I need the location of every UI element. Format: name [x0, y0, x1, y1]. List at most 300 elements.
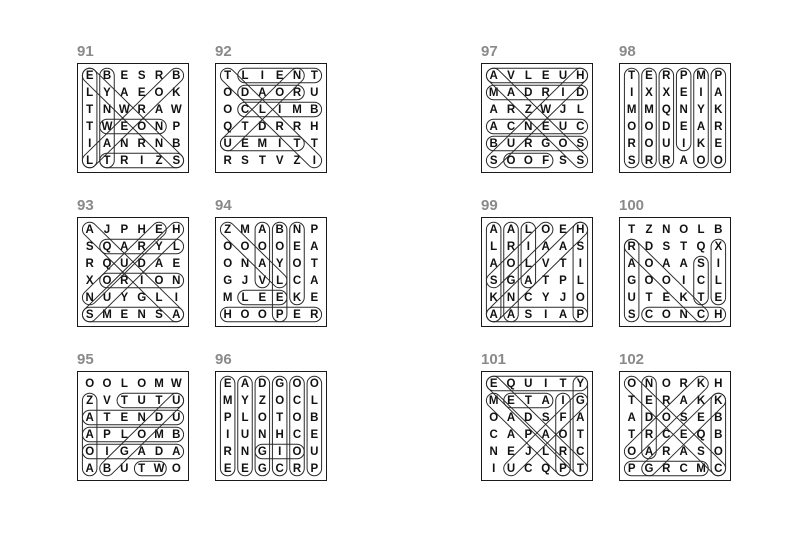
- letter-cell: K: [489, 291, 498, 304]
- letter-cell: Z: [258, 394, 266, 407]
- letter-cell: A: [506, 223, 516, 236]
- letter-cell: G: [506, 274, 516, 287]
- letter-cell: B: [275, 223, 284, 236]
- letter-cell: U: [102, 291, 112, 304]
- letter-cell: N: [137, 411, 146, 424]
- letter-cell: C: [679, 462, 688, 475]
- letter-cell: E: [137, 86, 146, 99]
- letter-cell: O: [661, 411, 671, 424]
- letter-cell: O: [240, 240, 250, 253]
- letter-cell: O: [644, 120, 654, 133]
- letter-cell: S: [627, 154, 636, 167]
- letter-cell: A: [489, 223, 498, 236]
- letter-cell: U: [120, 462, 129, 475]
- letter-cell: B: [172, 428, 181, 441]
- letter-cell: A: [310, 274, 319, 287]
- letter-cell: C: [292, 428, 302, 441]
- letter-cell: F: [542, 154, 550, 167]
- letter-cell: R: [662, 154, 671, 167]
- letter-cell: R: [154, 69, 164, 82]
- letter-cell: R: [223, 154, 232, 167]
- letter-cell: G: [275, 377, 285, 390]
- letter-cell: J: [559, 103, 567, 116]
- letter-cell: S: [697, 257, 705, 270]
- letter-cell: I: [140, 274, 144, 287]
- letter-cell: O: [154, 274, 164, 287]
- letter-cell: A: [258, 223, 267, 236]
- letter-cell: T: [680, 240, 688, 253]
- letter-cell: O: [541, 223, 551, 236]
- letter-cell: S: [489, 274, 498, 287]
- letter-cell: O: [102, 377, 112, 390]
- letter-cell: L: [524, 257, 532, 270]
- letter-cell: E: [310, 291, 319, 304]
- puzzle-number: 92: [215, 43, 232, 60]
- letter-cell: T: [310, 69, 318, 82]
- letter-cell: L: [258, 103, 266, 116]
- letter-cell: N: [644, 377, 654, 390]
- letter-cell: S: [524, 308, 533, 321]
- letter-cell: E: [241, 462, 249, 475]
- letter-cell: I: [578, 257, 582, 270]
- letter-cell: O: [102, 274, 112, 287]
- letter-cell: K: [292, 291, 302, 304]
- letter-cell: T: [86, 103, 94, 116]
- puzzle-number: 101: [481, 351, 507, 368]
- letter-cell: L: [241, 411, 249, 424]
- letter-cell: A: [154, 257, 164, 270]
- letter-cell: D: [524, 411, 533, 424]
- letter-cell: L: [241, 291, 249, 304]
- letter-cell: R: [292, 86, 302, 99]
- letter-cell: Q: [696, 428, 706, 441]
- letter-cell: O: [137, 377, 147, 390]
- letter-cell: P: [576, 308, 585, 321]
- letter-cell: D: [154, 445, 164, 458]
- letter-cell: U: [172, 411, 181, 424]
- letter-cell: G: [257, 445, 267, 458]
- letter-cell: S: [172, 154, 181, 167]
- letter-cell: L: [576, 274, 584, 287]
- letter-cell: E: [223, 377, 232, 390]
- letter-cell: A: [541, 428, 550, 441]
- letter-cell: T: [559, 377, 567, 390]
- letter-cell: A: [240, 377, 250, 390]
- puzzle-number: 95: [77, 351, 94, 368]
- letter-cell: H: [137, 223, 146, 236]
- letter-cell: A: [85, 462, 94, 475]
- letter-grid: [219, 67, 323, 169]
- letter-cell: N: [154, 120, 164, 133]
- letter-cell: N: [137, 308, 146, 321]
- letter-grid: [485, 221, 589, 323]
- letter-cell: Z: [524, 103, 532, 116]
- letter-cell: P: [714, 69, 723, 82]
- letter-cell: L: [524, 69, 532, 82]
- letter-cell: O: [257, 308, 267, 321]
- letter-cell: O: [627, 445, 637, 458]
- letter-cell: I: [88, 137, 92, 150]
- letter-cell: V: [103, 394, 111, 407]
- letter-cell: E: [293, 240, 301, 253]
- letter-cell: O: [644, 274, 654, 287]
- letter-cell: E: [645, 394, 653, 407]
- letter-cell: P: [120, 223, 129, 236]
- letter-cell: W: [153, 462, 165, 475]
- letter-cell: A: [679, 394, 688, 407]
- letter-cell: M: [154, 377, 164, 390]
- letter-cell: R: [120, 154, 129, 167]
- letter-cell: L: [310, 394, 318, 407]
- letter-cell: N: [240, 257, 250, 270]
- letter-cell: Y: [697, 103, 705, 116]
- letter-grid-frame: [481, 371, 593, 481]
- letter-cell: A: [644, 445, 654, 458]
- letter-cell: E: [258, 291, 267, 304]
- letter-cell: Y: [241, 394, 249, 407]
- letter-cell: C: [506, 120, 516, 133]
- letter-cell: R: [506, 240, 516, 253]
- letter-cell: E: [679, 428, 688, 441]
- letter-cell: A: [524, 274, 533, 287]
- letter-grid-frame: [77, 217, 189, 327]
- letter-cell: K: [696, 377, 706, 390]
- letter-cell: S: [576, 240, 585, 253]
- letter-grid: [81, 375, 185, 477]
- letter-cell: A: [506, 411, 516, 424]
- letter-cell: T: [138, 462, 146, 475]
- letter-cell: O: [644, 137, 654, 150]
- letter-cell: Z: [86, 394, 94, 407]
- letter-cell: O: [275, 86, 285, 99]
- letter-cell: E: [507, 445, 515, 458]
- letter-cell: C: [524, 291, 533, 304]
- letter-cell: A: [310, 240, 319, 253]
- letter-cell: B: [102, 69, 112, 82]
- letter-cell: J: [559, 291, 567, 304]
- letter-cell: C: [696, 274, 706, 287]
- letter-cell: X: [714, 240, 723, 253]
- letter-cell: S: [85, 240, 94, 253]
- letter-cell: O: [292, 257, 302, 270]
- letter-cell: M: [292, 103, 302, 116]
- letter-cell: T: [645, 291, 653, 304]
- letter-cell: I: [716, 257, 720, 270]
- puzzle-number: 99: [481, 197, 498, 214]
- letter-cell: F: [559, 411, 567, 424]
- letter-cell: Q: [223, 120, 233, 133]
- letter-cell: L: [172, 240, 180, 253]
- letter-cell: E: [223, 462, 232, 475]
- letter-cell: P: [310, 462, 319, 475]
- letter-cell: U: [137, 394, 146, 407]
- letter-cell: A: [489, 257, 498, 270]
- puzzle-number: 93: [77, 197, 94, 214]
- letter-cell: O: [489, 411, 499, 424]
- letter-cell: B: [714, 411, 723, 424]
- letter-cell: E: [679, 120, 688, 133]
- letter-cell: N: [679, 103, 688, 116]
- letter-cell: K: [696, 394, 706, 407]
- letter-cell: S: [576, 154, 585, 167]
- letter-cell: A: [258, 257, 267, 270]
- letter-cell: I: [105, 445, 109, 458]
- letter-cell: T: [576, 428, 584, 441]
- letter-cell: H: [172, 223, 181, 236]
- letter-cell: N: [154, 137, 164, 150]
- letter-cell: W: [170, 377, 182, 390]
- letter-cell: Z: [293, 154, 301, 167]
- letter-cell: T: [524, 394, 532, 407]
- letter-cell: Y: [120, 291, 129, 304]
- letter-cell: U: [558, 120, 568, 133]
- letter-cell: R: [662, 69, 671, 82]
- letter-cell: D: [576, 86, 585, 99]
- letter-cell: C: [576, 120, 585, 133]
- letter-cell: D: [258, 377, 267, 390]
- letter-cell: R: [292, 462, 302, 475]
- letter-cell: U: [172, 394, 181, 407]
- letter-cell: A: [662, 257, 671, 270]
- letter-cell: O: [257, 240, 267, 253]
- letter-cell: R: [627, 240, 636, 253]
- letter-cell: L: [697, 223, 705, 236]
- letter-cell: S: [241, 154, 249, 167]
- letter-cell: M: [696, 462, 706, 475]
- letter-grid: [623, 221, 727, 323]
- letter-cell: N: [292, 223, 302, 236]
- letter-cell: B: [310, 411, 319, 424]
- letter-cell: R: [137, 137, 146, 150]
- letter-cell: H: [223, 308, 232, 321]
- letter-cell: C: [292, 394, 302, 407]
- letter-cell: U: [662, 137, 671, 150]
- letter-cell: P: [103, 428, 111, 441]
- letter-cell: O: [275, 394, 285, 407]
- letter-cell: P: [310, 223, 319, 236]
- letter-cell: C: [240, 103, 250, 116]
- letter-cell: U: [310, 86, 319, 99]
- letter-cell: D: [137, 257, 146, 270]
- letter-cell: R: [506, 103, 516, 116]
- letter-cell: T: [120, 394, 128, 407]
- letter-cell: U: [120, 257, 129, 270]
- letter-cell: G: [644, 462, 654, 475]
- letter-cell: A: [489, 308, 498, 321]
- letter-cell: Q: [696, 240, 706, 253]
- letter-cell: Z: [155, 154, 163, 167]
- letter-cell: A: [172, 445, 181, 458]
- letter-cell: P: [679, 69, 688, 82]
- letter-cell: A: [120, 240, 129, 253]
- letter-cell: O: [713, 445, 723, 458]
- letter-cell: O: [713, 154, 723, 167]
- letter-cell: I: [699, 86, 703, 99]
- letter-cell: O: [661, 274, 671, 287]
- letter-cell: U: [310, 445, 319, 458]
- letter-cell: O: [137, 428, 147, 441]
- letter-grid-frame: [77, 371, 189, 481]
- letter-cell: Q: [661, 103, 671, 116]
- letter-cell: E: [155, 223, 163, 236]
- letter-cell: L: [86, 154, 94, 167]
- letter-cell: L: [524, 223, 532, 236]
- letter-cell: R: [644, 428, 654, 441]
- puzzle-number: 96: [215, 351, 232, 368]
- letter-cell: I: [278, 137, 282, 150]
- letter-cell: S: [697, 445, 705, 458]
- letter-cell: W: [170, 103, 182, 116]
- letter-cell: T: [276, 411, 284, 424]
- letter-cell: M: [222, 291, 233, 304]
- letter-cell: O: [223, 240, 233, 253]
- letter-cell: T: [628, 394, 636, 407]
- letter-cell: E: [120, 69, 129, 82]
- letter-cell: G: [223, 274, 233, 287]
- letter-grid-frame: [619, 217, 731, 327]
- letter-cell: L: [241, 69, 249, 82]
- letter-cell: N: [292, 69, 302, 82]
- puzzle-number: 98: [619, 43, 636, 60]
- letter-cell: E: [541, 69, 550, 82]
- letter-cell: A: [506, 86, 516, 99]
- letter-cell: S: [137, 69, 146, 82]
- letter-cell: I: [174, 291, 178, 304]
- letter-cell: A: [102, 137, 112, 150]
- letter-cell: Y: [155, 240, 163, 253]
- letter-cell: A: [85, 411, 94, 424]
- letter-cell: O: [257, 411, 267, 424]
- letter-cell: T: [310, 137, 318, 150]
- letter-cell: Q: [102, 257, 112, 270]
- letter-cell: E: [120, 411, 129, 424]
- letter-cell: S: [679, 411, 688, 424]
- letter-cell: A: [85, 223, 94, 236]
- letter-cell: R: [714, 120, 723, 133]
- letter-cell: M: [626, 103, 637, 116]
- letter-cell: A: [258, 86, 267, 99]
- letter-cell: L: [86, 86, 94, 99]
- letter-cell: Y: [275, 257, 284, 270]
- letter-cell: N: [506, 291, 516, 304]
- letter-grid-frame: [77, 63, 189, 173]
- letter-cell: O: [85, 445, 95, 458]
- letter-cell: V: [541, 257, 550, 270]
- letter-cell: E: [172, 257, 181, 270]
- letter-cell: E: [85, 69, 94, 82]
- letter-cell: A: [85, 428, 94, 441]
- letter-cell: G: [257, 462, 267, 475]
- letter-cell: S: [541, 411, 550, 424]
- letter-cell: D: [240, 86, 250, 99]
- letter-cell: H: [576, 69, 585, 82]
- letter-cell: G: [541, 137, 551, 150]
- letter-cell: R: [137, 103, 146, 116]
- letter-cell: O: [292, 377, 302, 390]
- letter-cell: T: [559, 257, 567, 270]
- letter-cell: O: [558, 428, 568, 441]
- letter-cell: X: [662, 86, 671, 99]
- letter-cell: U: [223, 137, 232, 150]
- letter-cell: T: [628, 428, 636, 441]
- letter-grid: [81, 67, 185, 169]
- letter-cell: Q: [541, 462, 551, 475]
- letter-cell: C: [275, 462, 284, 475]
- letter-cell: A: [696, 120, 706, 133]
- letter-cell: T: [86, 120, 94, 133]
- letter-cell: M: [644, 103, 654, 116]
- letter-grid: [623, 375, 727, 477]
- letter-cell: O: [506, 154, 516, 167]
- letter-cell: D: [644, 411, 654, 424]
- letter-cell: A: [541, 394, 550, 407]
- letter-cell: I: [544, 308, 548, 321]
- letter-cell: O: [292, 445, 302, 458]
- letter-cell: O: [154, 86, 164, 99]
- letter-cell: M: [222, 394, 233, 407]
- letter-cell: E: [120, 120, 129, 133]
- letter-cell: O: [171, 462, 181, 475]
- letter-cell: O: [558, 137, 568, 150]
- letter-cell: R: [662, 445, 671, 458]
- letter-cell: J: [525, 445, 532, 458]
- letter-cell: A: [506, 308, 516, 321]
- letter-cell: A: [489, 120, 498, 133]
- letter-cell: X: [85, 274, 94, 287]
- letter-cell: Z: [224, 223, 232, 236]
- letter-cell: E: [275, 69, 284, 82]
- letter-cell: A: [558, 308, 568, 321]
- letter-cell: R: [558, 445, 568, 458]
- letter-cell: E: [714, 291, 723, 304]
- letter-cell: V: [275, 154, 284, 167]
- letter-cell: N: [240, 445, 250, 458]
- letter-cell: H: [714, 377, 723, 390]
- letter-grid-frame: [619, 63, 731, 173]
- letter-cell: R: [524, 137, 533, 150]
- letter-cell: T: [293, 137, 301, 150]
- letter-cell: S: [627, 308, 636, 321]
- letter-cell: R: [310, 308, 319, 321]
- letter-grid-frame: [215, 371, 327, 481]
- letter-cell: R: [275, 120, 284, 133]
- letter-cell: T: [576, 462, 584, 475]
- letter-cell: E: [645, 69, 653, 82]
- letter-cell: O: [575, 291, 585, 304]
- letter-cell: R: [644, 154, 654, 167]
- letter-cell: T: [697, 291, 705, 304]
- letter-cell: S: [576, 137, 585, 150]
- letter-cell: Y: [541, 291, 550, 304]
- letter-cell: O: [85, 377, 95, 390]
- letter-cell: A: [714, 86, 723, 99]
- puzzle-number: 102: [619, 351, 645, 368]
- letter-cell: W: [101, 120, 113, 133]
- letter-cell: C: [662, 428, 671, 441]
- letter-cell: B: [102, 462, 112, 475]
- letter-cell: B: [714, 428, 723, 441]
- letter-cell: E: [241, 137, 249, 150]
- letter-cell: C: [644, 308, 654, 321]
- letter-cell: U: [506, 462, 516, 475]
- letter-cell: L: [120, 428, 128, 441]
- letter-cell: O: [661, 377, 671, 390]
- letter-cell: R: [541, 86, 550, 99]
- letter-cell: M: [240, 223, 250, 236]
- letter-cell: W: [540, 103, 552, 116]
- letter-cell: T: [103, 154, 111, 167]
- letter-cell: R: [85, 257, 94, 270]
